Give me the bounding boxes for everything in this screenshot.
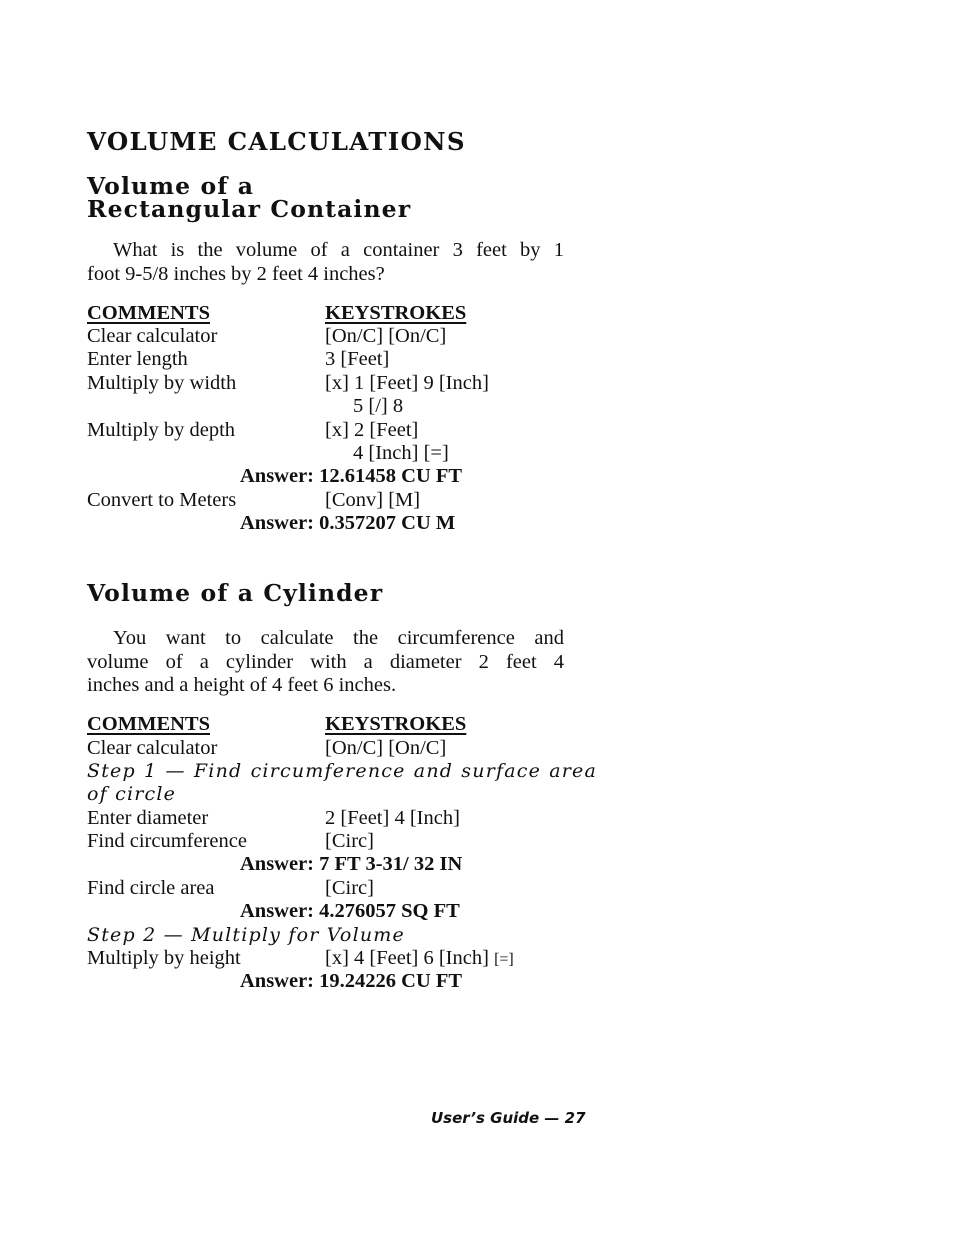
- comment-cell: Convert to Meters: [87, 489, 237, 511]
- paragraph-line: volume of a cylinder with a diameter 2 feet 4: [87, 650, 564, 673]
- comment-cell: Find circle area: [87, 877, 215, 899]
- heading-line: Volume of a: [87, 172, 255, 200]
- keystroke-cell: [Conv] [M]: [325, 489, 421, 511]
- keystroke-cell: [On/C] [On/C]: [325, 325, 447, 347]
- paragraph-line: foot 9-5/8 inches by 2 feet 4 inches?: [87, 262, 385, 285]
- section-heading-cylinder: Volume of a Cylinder: [87, 579, 384, 607]
- answer-text: Answer: 7 FT 3-31/ 32 IN: [240, 853, 463, 875]
- page-footer: User’s Guide — 27: [431, 1109, 586, 1127]
- keystroke-text: [x] 4 [Feet] 6 [Inch]: [325, 947, 489, 969]
- paragraph-line: You want to calculate the circumference and: [113, 627, 564, 649]
- paragraph-line: What is the volume of a container 3 feet by 1: [113, 239, 564, 261]
- keystrokes-header: KEYSTROKES: [325, 302, 467, 324]
- comment-cell: Clear calculator: [87, 737, 218, 759]
- comment-cell: Multiply by width: [87, 372, 237, 394]
- keystroke-cell: [x] 1 [Feet] 9 [Inch]: [325, 372, 489, 394]
- comment-cell: Multiply by depth: [87, 419, 236, 441]
- comment-cell: Enter diameter: [87, 807, 209, 829]
- answer-text: Answer: 4.276057 SQ FT: [240, 900, 460, 922]
- keystrokes-header: KEYSTROKES: [325, 713, 467, 735]
- heading-line: Rectangular Container: [87, 195, 412, 223]
- intro-paragraph-rectangular: [87, 239, 564, 286]
- comment-cell: Enter length: [87, 348, 188, 370]
- page-title: VOLUME CALCULATIONS: [87, 127, 466, 156]
- step-line: of circle: [87, 783, 177, 805]
- step-line: Step 1 — Find circumference and surface area: [87, 760, 597, 782]
- answer-text: Answer: 19.24226 CU FT: [240, 970, 463, 992]
- keystroke-cell: [On/C] [On/C]: [325, 737, 447, 759]
- keystroke-cell: 4 [Inch] [=]: [353, 442, 449, 464]
- answer-text: Answer: 0.357207 CU M: [240, 512, 456, 534]
- comment-cell: Multiply by height: [87, 947, 241, 969]
- answer-text: Answer: 12.61458 CU FT: [240, 465, 463, 487]
- step-line: Step 2 — Multiply for Volume: [87, 924, 405, 946]
- comment-cell: Clear calculator: [87, 325, 218, 347]
- keystroke-cell: [x] 2 [Feet]: [325, 419, 419, 441]
- comment-cell: Find circumference: [87, 830, 247, 852]
- equals-key: [=]: [494, 951, 514, 968]
- keystroke-cell: 5 [/] 8: [353, 395, 404, 417]
- section-heading-rectangular: [87, 172, 412, 223]
- paragraph-line: inches and a height of 4 feet 6 inches.: [87, 674, 397, 696]
- keystroke-cell: [325, 947, 514, 971]
- step-note: [87, 924, 597, 947]
- keystroke-cell: [Circ]: [325, 830, 374, 852]
- keystroke-cell: 3 [Feet]: [325, 348, 390, 370]
- comments-header: COMMENTS: [87, 302, 210, 324]
- comments-header: COMMENTS: [87, 713, 210, 735]
- keystroke-cell: [Circ]: [325, 877, 374, 899]
- intro-paragraph-cylinder: [87, 627, 564, 698]
- step-note: [87, 760, 597, 806]
- keystroke-cell: 2 [Feet] 4 [Inch]: [325, 807, 460, 829]
